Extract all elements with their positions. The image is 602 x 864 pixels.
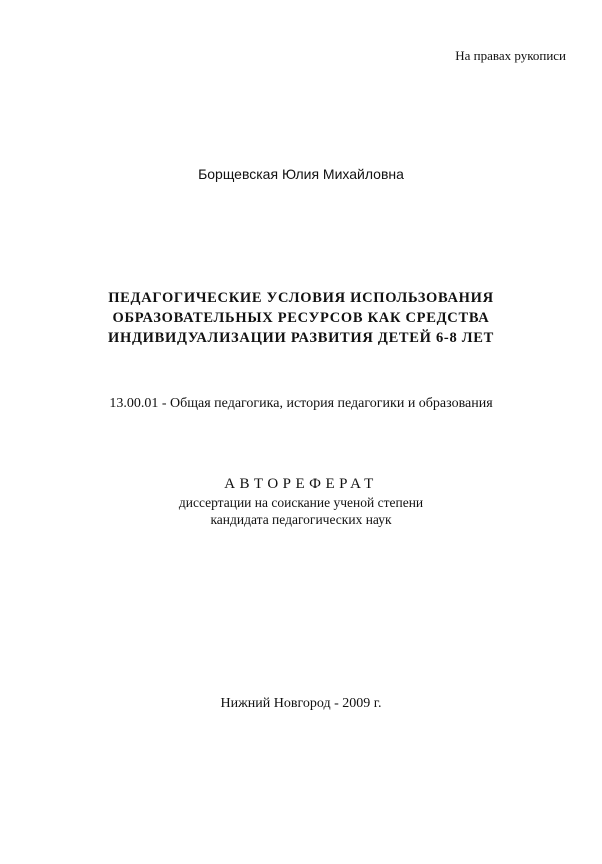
specialty-code: 13.00.01 - Общая педагогика, история педагогики и образования [109,396,493,411]
abstract-description-line: кандидата педагогических наук [210,512,392,527]
place-and-year: Нижний Новгород - 2009 г. [220,696,382,711]
rights-notice: На правах рукописи [455,48,566,63]
title-line: ОБРАЗОВАТЕЛЬНЫХ РЕСУРСОВ КАК СРЕДСТВА [112,310,490,326]
author-name: Борщевская Юлия Михайловна [198,166,404,182]
abstract-heading: АВТОРЕФЕРАТ [224,476,378,492]
abstract-description-line: диссертации на соискание ученой степени [178,495,424,510]
title-line: ПЕДАГОГИЧЕСКИЕ УСЛОВИЯ ИСПОЛЬЗОВАНИЯ [108,290,494,306]
dissertation-title [0,288,602,348]
title-line: ИНДИВИДУАЛИЗАЦИИ РАЗВИТИЯ ДЕТЕЙ 6-8 ЛЕТ [108,330,494,346]
abstract-block [0,474,602,528]
